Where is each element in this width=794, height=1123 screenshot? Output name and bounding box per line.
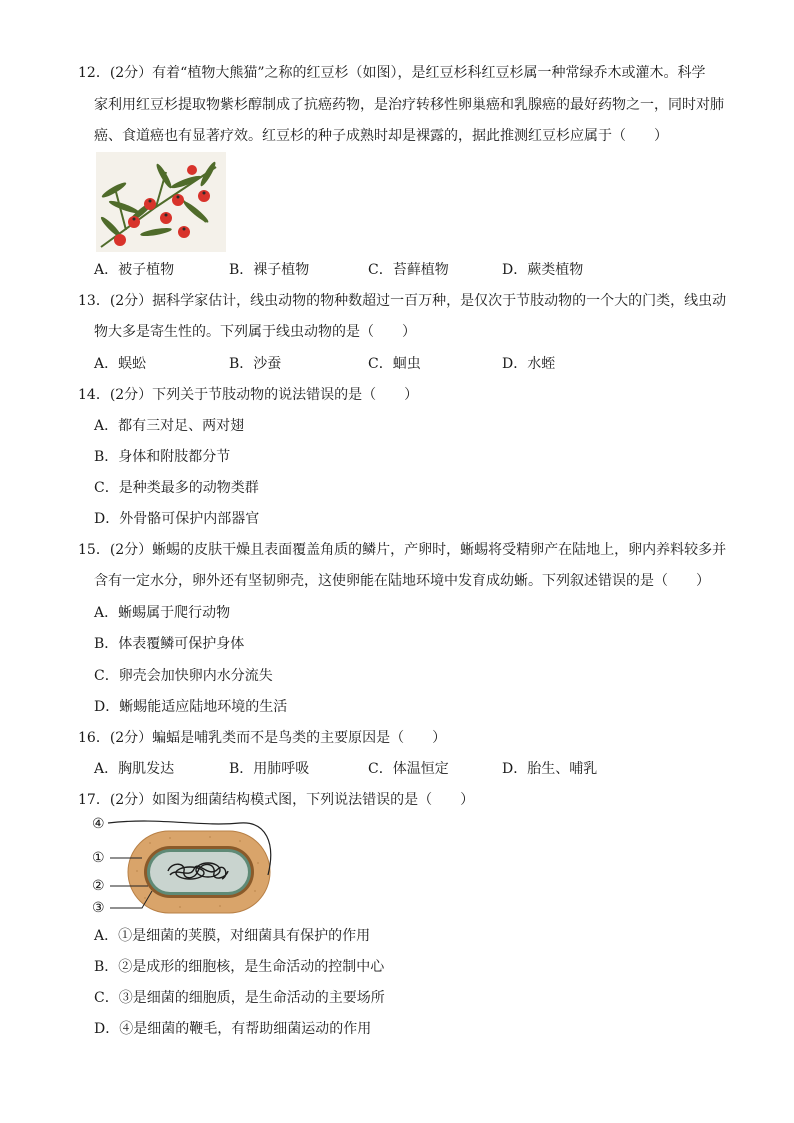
q13-line2: 物大多是寄生性的。下列属于线虫动物的是（ ） (94, 324, 416, 340)
q15-option-a[interactable]: A．蜥蜴属于爬行动物 (94, 605, 231, 621)
q12-option-a[interactable]: A．被子植物 (94, 262, 175, 278)
q15-option-c[interactable]: C．卵壳会加快卵内水分流失 (94, 668, 273, 684)
q14-option-c[interactable]: C．是种类最多的动物类群 (94, 480, 259, 496)
q14-line1: 14．(2分）下列关于节肢动物的说法错误的是（ ） (78, 387, 419, 403)
q17-option-d[interactable]: D．④是细菌的鞭毛，有帮助细菌运动的作用 (94, 1021, 372, 1037)
q16-option-b[interactable]: B．用肺呼吸 (229, 761, 310, 777)
label-3: ③ (92, 900, 105, 916)
q15-option-d[interactable]: D．蜥蜴能适应陆地环境的生活 (94, 699, 288, 715)
q15-option-b[interactable]: B．体表覆鳞可保护身体 (94, 636, 245, 652)
q16-option-a[interactable]: A．胸肌发达 (94, 761, 175, 777)
label-4: ④ (92, 816, 105, 832)
q17-line1: 17．(2分）如图为细菌结构模式图，下列说法错误的是（ ） (78, 792, 475, 808)
q12-line1: 12．(2分）有着“植物大熊猫”之称的红豆杉（如图），是红豆杉科红豆杉属一种常绿乔木或灌木。科学 (78, 65, 706, 81)
yew-branch-image (96, 152, 226, 252)
q13-option-c[interactable]: C．蛔虫 (368, 356, 421, 372)
label-2: ② (92, 878, 105, 894)
q13-option-d[interactable]: D．水蛭 (502, 356, 556, 372)
q14-option-b[interactable]: B．身体和附肢都分节 (94, 449, 231, 465)
q12-line2: 家利用红豆杉提取物紫杉醇制成了抗癌药物，是治疗转移性卵巢癌和乳腺癌的最好药物之一，同时对肺 (94, 97, 724, 113)
q16-option-d[interactable]: D．胎生、哺乳 (502, 761, 598, 777)
q17-option-c[interactable]: C．③是细菌的细胞质，是生命活动的主要场所 (94, 990, 385, 1006)
q13-line1: 13．(2分）据科学家估计，线虫动物的物种数超过一百万种，是仅次于节肢动物的一个大的门类，线虫动 (78, 293, 727, 309)
q15-line2: 含有一定水分，卵外还有坚韧卵壳，这使卵能在陆地环境中发育成幼蜥。下列叙述错误的是（ ） (94, 573, 710, 589)
q12-line3: 癌、食道癌也有显著疗效。红豆杉的种子成熟时却是裸露的，据此推测红豆杉应属于（ ） (94, 128, 668, 144)
cytoplasm-shape (150, 852, 248, 892)
q13-option-a[interactable]: A．蜈蚣 (94, 356, 147, 372)
bacteria-diagram (90, 813, 280, 918)
q14-option-a[interactable]: A．都有三对足、两对翅 (94, 418, 245, 434)
q12-option-d[interactable]: D．蕨类植物 (502, 262, 584, 278)
q16-option-c[interactable]: C．体温恒定 (368, 761, 449, 777)
q15-line1: 15．(2分）蜥蜴的皮肤干燥且表面覆盖角质的鳞片，产卵时，蜥蜴将受精卵产在陆地上，卵内养料较多并 (78, 542, 727, 558)
q17-option-a[interactable]: A．①是细菌的荚膜，对细菌具有保护的作用 (94, 928, 371, 944)
q12-option-b[interactable]: B．裸子植物 (229, 262, 310, 278)
q14-option-d[interactable]: D．外骨骼可保护内部器官 (94, 511, 260, 527)
q13-option-b[interactable]: B．沙蚕 (229, 356, 282, 372)
label-1: ① (92, 850, 105, 866)
q17-option-b[interactable]: B．②是成形的细胞核，是生命活动的控制中心 (94, 959, 385, 975)
q16-line1: 16．(2分）蝙蝠是哺乳类而不是鸟类的主要原因是（ ） (78, 730, 447, 746)
q12-option-c[interactable]: C．苔藓植物 (368, 262, 449, 278)
